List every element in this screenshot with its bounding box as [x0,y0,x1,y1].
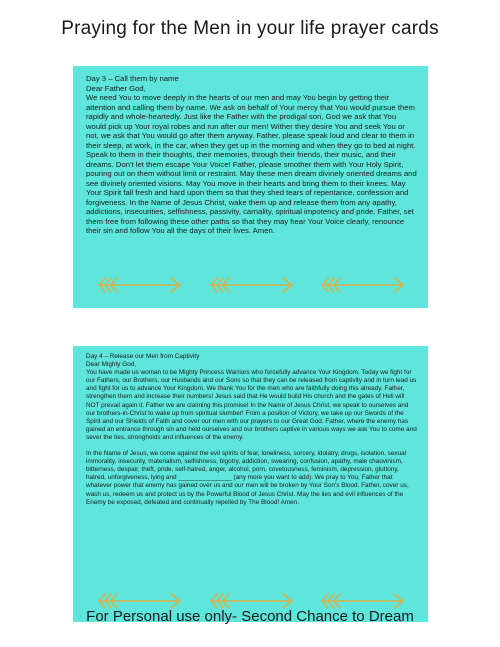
prayer-card-day-3 [73,66,428,308]
card-text [86,74,418,236]
arrow-decoration-row [93,274,408,296]
card-prayer-text: We need You to move deeply in the hearts of our men and may You begin by getting their attention and calling them by name. We ask on behalf of Your mercy that You would pursue them rapidly and whole-heartedly. Just like the Father with the prodigal son, God we ask that You would pick up Your royal robes and run after our men! Wither they desire You and seek You or not, we ask that You would go after them anyway. Father, please speak loud and clear to them in their sleep, at work, in the car, when they get up in the morning and when they go to bed at night. Speak to them in their thoughts, their memories, through their friends, their music, and their dreams. Don't let them escape Your Voice! Father, please smother them with Your Holy Spirit, pouring out on them without limit or restraint. May these men dream divinely oriented dreams and see divinely oriented visions. May You move in their hearts and bring them to their knees. May Your Spirit fall fresh and hard upon them so that they shed tears of repentance, confession and forgiveness. In the Name of Jesus Christ, wake them up and release them from any apathy, addictions, insecurities, selfishness, passivity, carnality, spiritual impotency and pride. Father, set them free from following these other paths so that they may hear Your Voice clearly, renounce their sin and follow You all the days of their lives. Amen. [86,93,417,235]
card-salutation: Dear Mighty God, [86,361,137,369]
footer-note: For Personal use only- Second Chance to Dream [86,608,414,625]
prayer-card-day-4 [73,346,428,622]
card-salutation: Dear Father God, [86,83,146,93]
card-prayer-text: In the Name of Jesus, we come against the evil spirits of fear, loneliness, sorcery, idolatry, drugs, isolation, sexual immorality, insecurity, materialism, selfishness, bigotry, addiction, swearing, confusion, apathy, male chauvinism, bitterness, despair, theft, pride, self-hatred, anger, alcohol, porn, covetousness, feminism, depression, gluttony, hatred, unforgiveness, lying and _______________ (any more you want to add). We pray to You, Father that whatever power that enemy has gained over us and our men will be broken by Your Son's Blood. Father, cover us, wash us, redeem us and protect us by the Powerful Blood of Jesus Christ. May the lies and evil influences of the Enemy be exposed, defeated and continually repelled by The Blood! Amen. [86,450,409,506]
gold-arrow-icon [316,274,408,296]
page-title: Praying for the Men in your life prayer cards [61,18,439,39]
card-prayer-text: You have made us woman to be Mighty Princess Warriors who forcefully advance Your Kingdom. Today we fight for our Fathers, our Brothers, our Husbands and our Sons so that they can be released from captivity and in turn lead us and fight for us to advance Your Kingdom. We thank You for the men who are faithfully doing this already. Father, strengthen them and increase their numbers! Jesus said that He would build His church and the gates of Hell will NOT prevail again it. Father we are claiming this promise! In the Name of Jesus Christ, we speak to ourselves and our brothers-in-Christ to wake up from spiritual slumber! From a position of Victory, we take up our Swords of the Spirit and our Shields of Faith and cover our men with our prayers to our Great God. Father, where the enemy has gained an entrance through sin and held ourselves and our brothers captive in various ways we ask You to come and sever the ties, strongholds and influences of the enemy. [86,369,417,441]
gold-arrow-icon [205,274,297,296]
gold-arrow-icon [93,274,185,296]
card-heading: Day 4 – Release our Men from Captivity [86,353,200,360]
card-heading: Day 3 – Call them by name [86,74,179,83]
card-text [86,353,418,507]
